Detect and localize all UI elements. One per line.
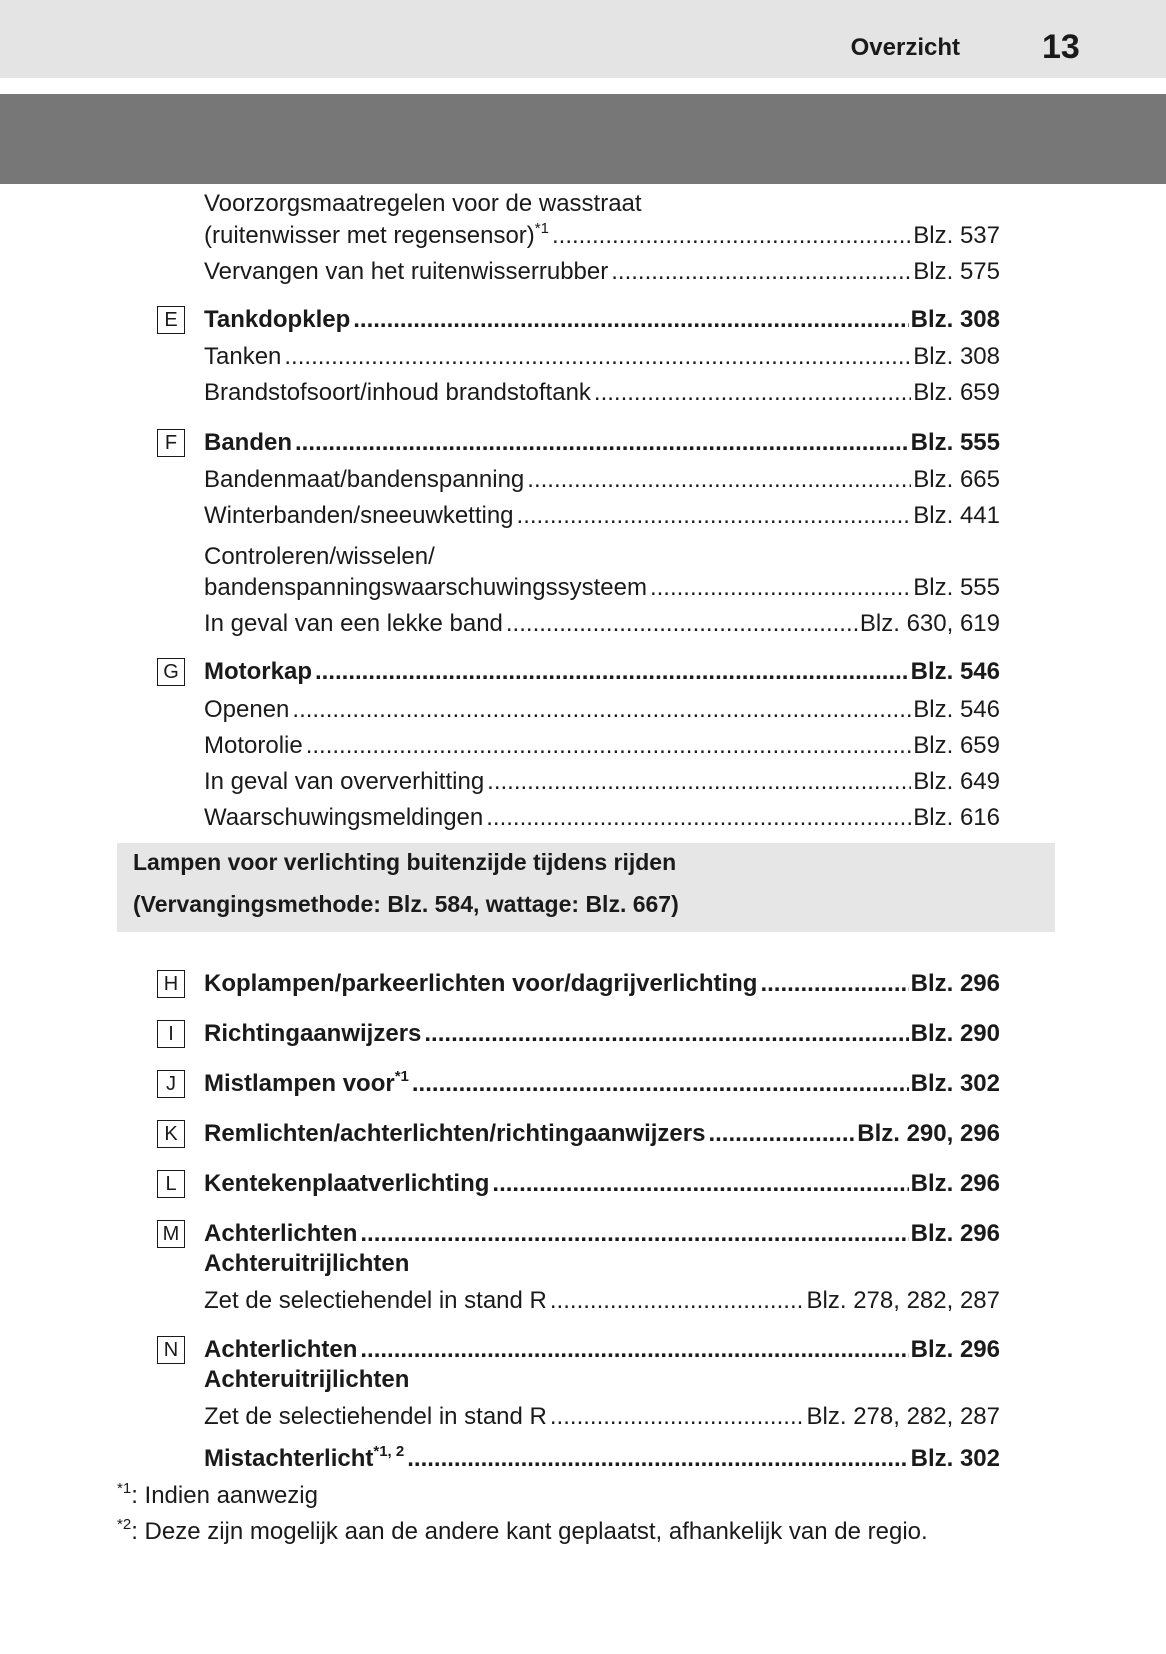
entry-headlights: Koplampen/parkeerlichten voor/dagrijverlichting ..... Blz. 296: [204, 970, 1000, 1004]
letter-marker: G: [157, 658, 185, 686]
panel-title: Lampen voor verlichting buitenzijde tijdens rijden: [133, 849, 677, 875]
page-ref: Blz. 555: [910, 429, 1000, 456]
entry-front-fog: Mistlampen voor$^{*1}$ ..... Blz. 302: [204, 1070, 1000, 1104]
page-ref: Blz. 296: [910, 1220, 1000, 1247]
entry-rear-fog: Mistachterlicht$^{*1, 2}$ ..... Blz. 302: [204, 1445, 1000, 1479]
page-ref: Blz. 296: [910, 1336, 1000, 1363]
footnote: $^{*2}$: Deze zijn mogelijk aan de andere kant geplaatst, afhankelijk van de regio.: [117, 1516, 928, 1545]
page-ref: Blz. 296: [910, 1170, 1000, 1197]
page-ref: Blz. 546: [910, 658, 1000, 685]
page-ref: Blz. 308: [910, 306, 1000, 333]
page-ref: Blz. 630, 619: [859, 610, 1000, 637]
entry-refueling: Tanken ..... Blz. 308: [204, 343, 1000, 377]
entry-reverse-m: Achteruitrijlichten: [204, 1250, 410, 1277]
entry-fuel-door: Tankdopklep ..... Blz. 308: [204, 306, 1000, 340]
entry-flat-tire: In geval van een lekke band ..... Blz. 630, 619: [204, 610, 1000, 644]
page-header: [0, 0, 1166, 78]
entry-tpws: bandenspanningswaarschuwingssysteem ..... Blz. 555: [204, 574, 1000, 608]
section-title: Overzicht: [850, 34, 960, 61]
entry-selector-m: Zet de selectiehendel in stand R ..... Blz. 278, 282, 287: [204, 1287, 1000, 1321]
entry-engine-oil: Motorolie ..... Blz. 659: [204, 732, 1000, 766]
letter-marker: J: [157, 1070, 185, 1098]
header-spacer: [0, 78, 1166, 94]
panel-subtitle: (Vervangingsmethode: Blz. 584, wattage: Blz. 667): [133, 891, 679, 917]
page-number: 13: [1042, 28, 1080, 66]
entry-plate-light: Kentekenplaatverlichting ..... Blz. 296: [204, 1170, 1000, 1204]
page-ref: Blz. 659: [913, 379, 1000, 406]
page-ref: Blz. 290: [910, 1020, 1000, 1047]
letter-marker: E: [157, 306, 185, 334]
header-band: [0, 94, 1166, 184]
page-ref: Blz. 616: [913, 804, 1000, 831]
letter-marker: L: [157, 1170, 185, 1198]
page-ref: Blz. 665: [913, 466, 1000, 493]
page-ref: Blz. 278, 282, 287: [806, 1403, 1000, 1430]
entry-overheating: In geval van oververhitting ..... Blz. 649: [204, 768, 1000, 802]
entry-brake-lights: Remlichten/achterlichten/richtingaanwijzers ..... Blz. 290, 296: [204, 1120, 1000, 1154]
page-ref: Blz. 302: [910, 1445, 1000, 1472]
entry-tires: Banden ..... Blz. 555: [204, 429, 1000, 463]
letter-marker: H: [157, 970, 185, 998]
entry-tire-size: Bandenmaat/bandenspanning ..... Blz. 665: [204, 466, 1000, 500]
page-ref: Blz. 296: [910, 970, 1000, 997]
letter-marker: M: [157, 1220, 185, 1248]
entry-tail-lights-m: Achterlichten ..... Blz. 296: [204, 1220, 1000, 1254]
page-ref: Blz. 575: [913, 258, 1000, 285]
entry-tpws-line1: Controleren/wisselen/: [204, 543, 435, 570]
page-ref: Blz. 278, 282, 287: [806, 1287, 1000, 1314]
page-ref: Blz. 308: [913, 343, 1000, 370]
page-ref: Blz. 546: [913, 696, 1000, 723]
entry-warnings: Waarschuwingsmeldingen ..... Blz. 616: [204, 804, 1000, 838]
page-ref: Blz. 659: [913, 732, 1000, 759]
entry-carwash-line1: Voorzorgsmaatregelen voor de wasstraat: [204, 190, 642, 217]
page-ref: Blz. 290, 296: [857, 1120, 1000, 1147]
entry-opening: Openen ..... Blz. 546: [204, 696, 1000, 730]
entry-carwash: (ruitenwisser met regensensor)$^{*1}$ ..... Blz. 537: [204, 222, 1000, 256]
entry-turn-signals: Richtingaanwijzers ..... Blz. 290: [204, 1020, 1000, 1054]
letter-marker: K: [157, 1120, 185, 1148]
entry-tail-lights-n: Achterlichten ..... Blz. 296: [204, 1336, 1000, 1370]
entry-reverse-n: Achteruitrijlichten: [204, 1366, 410, 1393]
page-ref: Blz. 537: [913, 222, 1000, 249]
entry-hood: Motorkap ..... Blz. 546: [204, 658, 1000, 692]
page-ref: Blz. 441: [913, 502, 1000, 529]
page-ref: Blz. 555: [913, 574, 1000, 601]
letter-marker: I: [157, 1020, 185, 1048]
entry-winter-tires: Winterbanden/sneeuwketting ..... Blz. 441: [204, 502, 1000, 536]
entry-fuel-type: Brandstofsoort/inhoud brandstoftank ..... Blz. 659: [204, 379, 1000, 413]
letter-marker: F: [157, 429, 185, 457]
page-ref: Blz. 649: [913, 768, 1000, 795]
entry-wiper-rubber: Vervangen van het ruitenwisserrubber ..... Blz. 575: [204, 258, 1000, 292]
letter-marker: N: [157, 1336, 185, 1364]
entry-selector-n: Zet de selectiehendel in stand R ..... Blz. 278, 282, 287: [204, 1403, 1000, 1437]
footnote: $^{*1}$: Indien aanwezig: [117, 1480, 318, 1509]
page-ref: Blz. 302: [910, 1070, 1000, 1097]
